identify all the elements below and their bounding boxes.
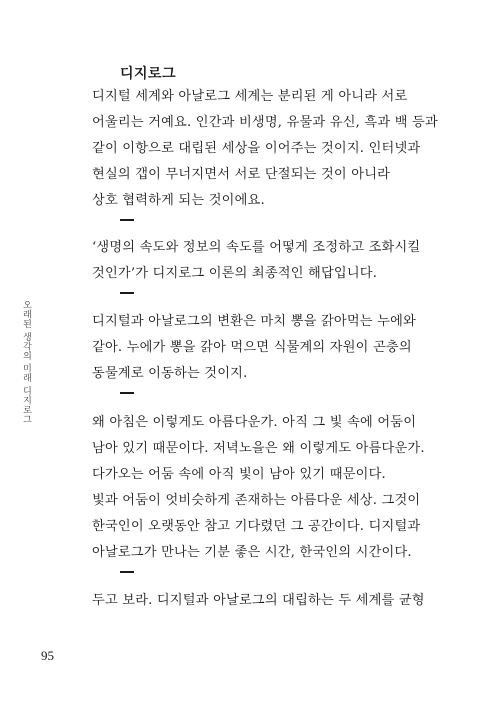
running-head: 오래된 생각의 미래 디지로그 [21, 300, 31, 425]
text-line: 상호 협력하게 되는 것이에요. [92, 193, 265, 208]
section-divider [120, 392, 134, 394]
text-line: 동물계로 이동하는 것이지. [92, 366, 248, 381]
text-line: 같아. 누에가 뽕을 갉아 먹으면 식물계의 자원이 곤충의 [92, 340, 412, 355]
text-line: 왜 아침은 이렇게도 아름다운가. 아직 그 빛 속에 어둠이 [92, 415, 417, 430]
section-divider [120, 292, 134, 294]
text-line: 것인가’가 디지로그 이론의 최종적인 해답입니다. [92, 266, 378, 281]
text-line: 두고 보라. 디지털과 아날로그의 대립하는 두 세계를 균형 [92, 593, 425, 608]
text-line: 같이 이항으로 대립된 세상을 이어주는 것이지. 인터넷과 [92, 141, 421, 156]
text-line: 아날로그가 만나는 기분 좋은 시간, 한국인의 시간이다. [92, 545, 412, 560]
text-line: 디지털 세계와 아날로그 세계는 분리된 게 아니라 서로 [92, 89, 408, 104]
text-line: 현실의 갭이 무너지면서 서로 단절되는 것이 아니라 [92, 167, 391, 182]
text-line: ‘생명의 속도와 정보의 속도를 어떻게 조정하고 조화시킬 [92, 240, 421, 255]
text-line: 다가오는 어둠 속에 아직 빛이 남아 있기 때문이다. [92, 467, 386, 482]
text-line: 빛과 어둠이 엇비슷하게 존재하는 아름다운 세상. 그것이 [92, 493, 421, 508]
section-title: 디지로그 [120, 66, 177, 82]
text-line: 디지털과 아날로그의 변환은 마치 뽕을 갉아먹는 누에와 [92, 314, 416, 329]
text-line: 어울리는 거예요. 인간과 비생명, 유물과 유신, 흑과 백 등과 [92, 115, 438, 130]
text-line: 남아 있기 때문이다. 저녁노을은 왜 이렇게도 아름다운가. [92, 441, 425, 456]
section-divider [120, 219, 134, 221]
text-line: 한국인이 오랫동안 참고 기다렸던 그 공간이다. 디지털과 [92, 519, 421, 534]
page-number: 95 [41, 648, 54, 663]
section-divider [120, 571, 134, 573]
